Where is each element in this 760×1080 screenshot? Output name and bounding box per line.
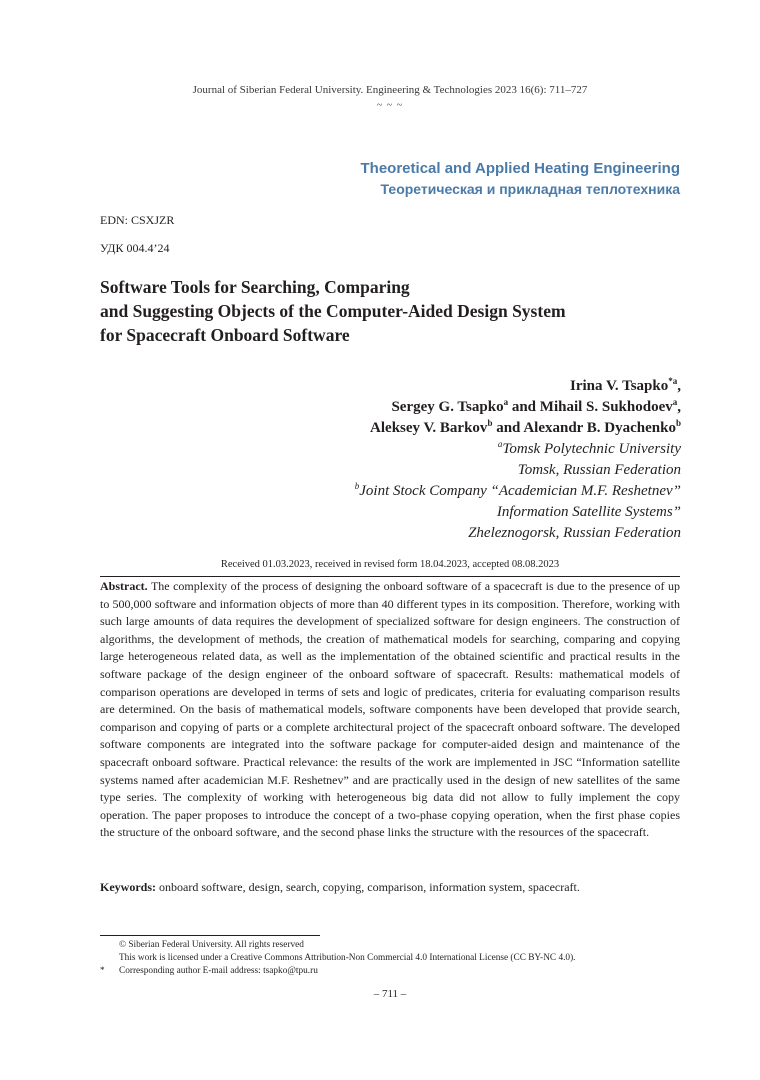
author-affil-mark: *a — [668, 376, 678, 386]
corresponding-text: Corresponding author E-mail address: tsapko@tpu.ru — [119, 966, 318, 976]
keywords — [100, 879, 680, 897]
affiliation-b-org — [355, 481, 681, 502]
affiliation-mark: a — [497, 439, 503, 449]
copyright-note: © Siberian Federal University. All rights reserved — [119, 940, 304, 950]
divider — [100, 576, 680, 577]
paper-title — [100, 275, 680, 347]
title-line: for Spacecraft Onboard Software — [100, 325, 350, 345]
author-affil-mark: b — [487, 418, 493, 428]
author-name: Irina V. Tsapko — [569, 378, 669, 394]
keywords-label: Keywords: — [100, 880, 156, 894]
author-conjunction: and — [508, 399, 540, 415]
abstract-text: The complexity of the process of designing the onboard software of a spacecraft is due to the presence of up to 500,000 software and information objects of more than 40 different types in its composition. Therefore, working with such large amounts of data requires the development of specialized software for design engineers. The construction of algorithms, the development of methods, the creation of mathematical models for searching, comparing and copying large heterogeneous related data, as well as the implementation of the obtained scientific and practical results in the software package of the design engineer of the onboard software of spacecraft. Results: mathematical models of comparison operations are developed in terms of sets and logic of predicates, criteria for evaluating comparison results are determined. On the basis of mathematical models, software components have been developed that provide search, comparison and copying of parts or a complete architectural project of the spacecraft onboard software. The developed software components are integrated into the software package for computer-aided design and maintenance of the spacecraft onboard software. Practical relevance: the results of the work are implemented in JSC “Information satellite systems named after academician M.F. Reshetnev” and are practically used in the design of new satellites of the same type series. The complexity of working with heterogeneous big data did not allow to fully implement the copy operation. The paper proposes to introduce the concept of a two-phase copying operation, when the first phase copies the structure of the onboard software, and the second phase links the structure with the resources of the spacecraft. — [100, 579, 680, 840]
author-affil-mark: a — [672, 397, 678, 407]
affiliation-text: Joint Stock Company “Academician M.F. Reshetnev” — [359, 483, 681, 499]
journal-header: Journal of Siberian Federal University. Engineering & Technologies 2023 16(6): 711–727 — [192, 84, 588, 96]
affiliation-a-org — [355, 439, 681, 460]
footnotes — [100, 939, 685, 978]
abstract-label: Abstract. — [100, 579, 148, 593]
corresponding-note — [100, 965, 685, 978]
author-affil-mark: b — [675, 418, 681, 428]
author-line-1: Irina V. Tsapko$^{*a}$, — [569, 376, 681, 394]
author-name: Mihail S. Sukhodoev — [539, 399, 673, 415]
author-name: Sergey G. Tsapko — [391, 399, 504, 415]
header-ornament: ~ ~ ~ — [376, 100, 404, 111]
title-line: Software Tools for Searching, Comparing — [100, 277, 410, 297]
author-line-3: Aleksey V. Barkov$^b$ and Alexandr B. Dyachenko$^b$ — [370, 418, 681, 436]
section-title-en: Theoretical and Applied Heating Engineering — [360, 160, 680, 177]
affiliation-text: Tomsk Polytechnic University — [502, 441, 681, 457]
author-line-2: Sergey G. Tsapko$^a$ and Mihail S. Sukhodoev$^a$, — [391, 397, 681, 415]
title-line: and Suggesting Objects of the Computer-Aided Design System — [100, 301, 566, 321]
footnote-star: * — [100, 966, 105, 976]
author-name: Alexandr B. Dyachenko — [523, 420, 676, 436]
footnote-divider — [100, 935, 320, 936]
affiliation-b-org-cont: Information Satellite Systems” — [496, 504, 681, 520]
received-dates: Received 01.03.2023, received in revised form 18.04.2023, accepted 08.08.2023 — [220, 559, 560, 570]
license-note: This work is licensed under a Creative Commons Attribution-Non Commercial 4.0 International License (CC BY-NC 4.0). — [119, 953, 576, 963]
keywords-text: onboard software, design, search, copying, comparison, information system, spacecraft. — [156, 880, 580, 894]
abstract — [100, 578, 680, 842]
edn-code: EDN: CSXJZR — [100, 213, 175, 227]
authors-block — [355, 376, 681, 544]
udk-code: УДК 004.4’24 — [100, 241, 170, 255]
affiliation-b-place: Zheleznogorsk, Russian Federation — [468, 525, 681, 541]
affiliation-mark: b — [354, 481, 360, 491]
section-title-ru: Теоретическая и прикладная теплотехника — [380, 181, 680, 197]
author-name: Aleksey V. Barkov — [370, 420, 488, 436]
page-number: – 711 – — [373, 988, 407, 1000]
affiliation-a-place: Tomsk, Russian Federation — [517, 462, 681, 478]
author-affil-mark: a — [503, 397, 509, 407]
